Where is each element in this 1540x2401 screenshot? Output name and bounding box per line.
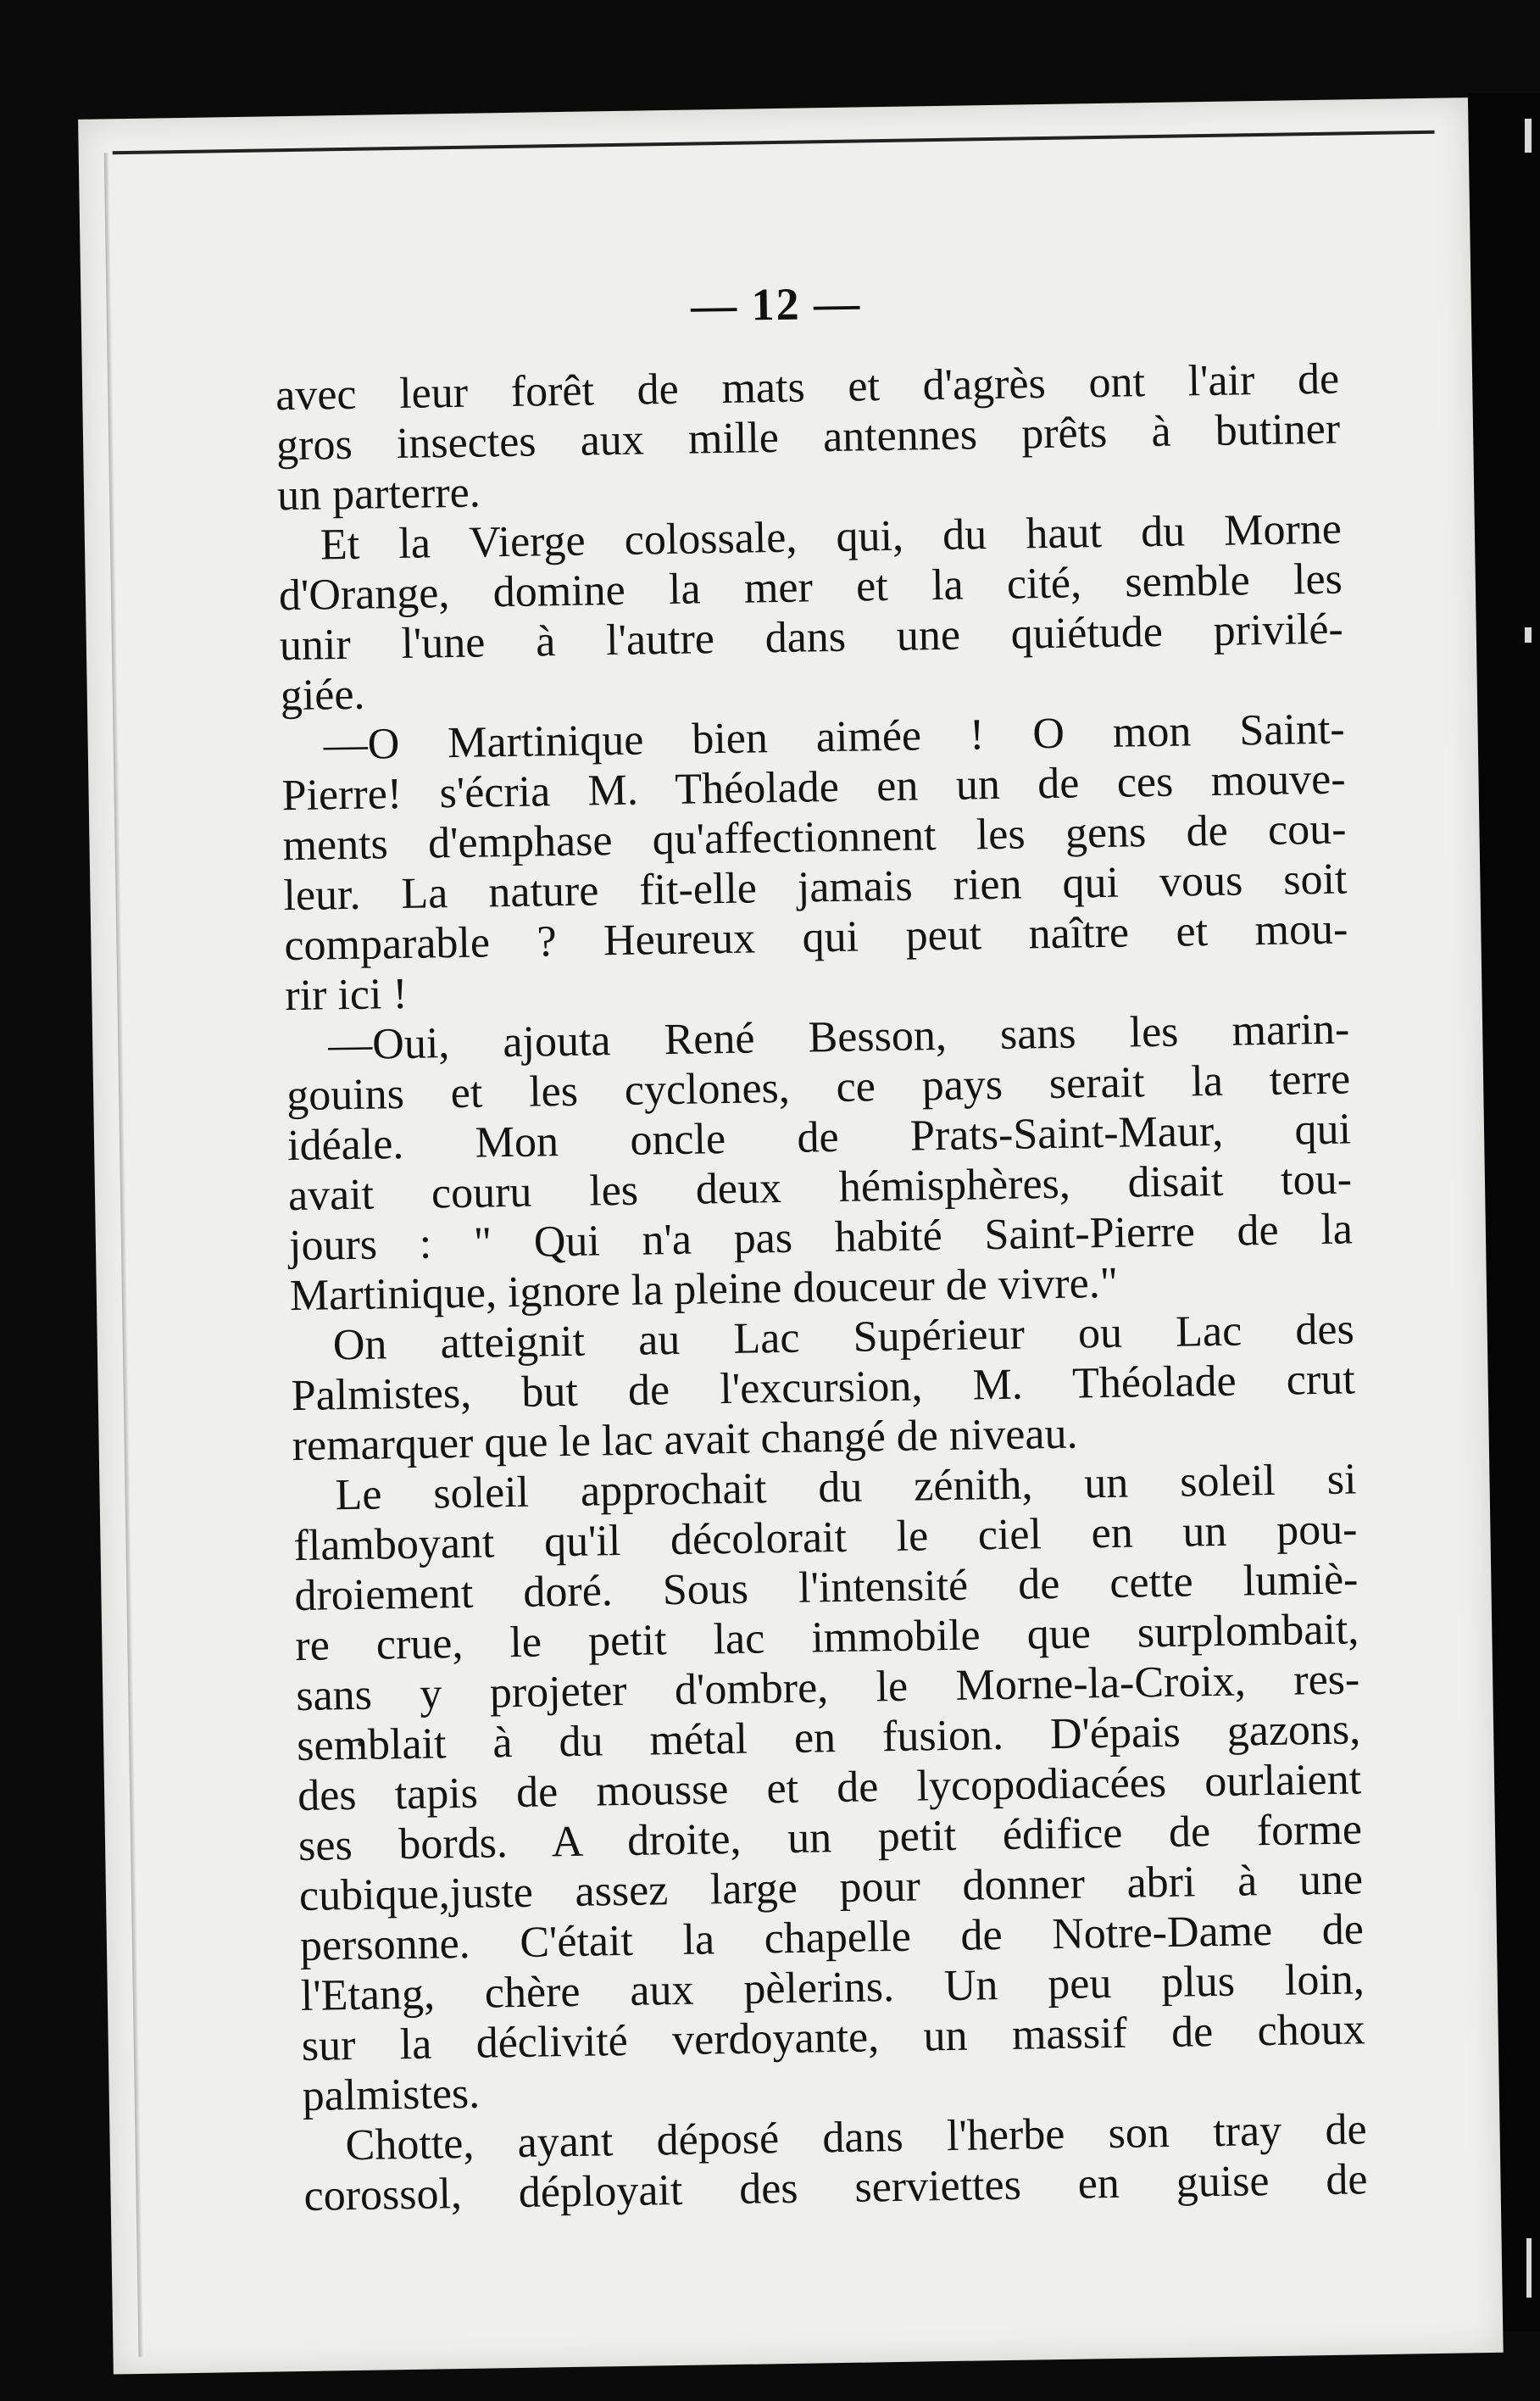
text-line: corossol, déployait des serviettes en guise de	[303, 2155, 1368, 2220]
text-line: des tapis de mousse et de lycopodiacées ourlaient	[297, 1755, 1362, 1821]
text-line: ses bords. A droite, un petit édifice de forme	[297, 1805, 1363, 1871]
page-edge-shadow	[104, 153, 144, 2357]
text-line: jours : " Qui n'a pas habité Saint-Pierre de la	[288, 1205, 1354, 1271]
text-line: rir ici !	[284, 969, 409, 1021]
text-line: idéale. Mon oncle de Prats-Saint-Maur, qui	[286, 1105, 1352, 1171]
text-line: Et la Vierge colossale, qui, du haut du Morne	[320, 504, 1343, 570]
text-line: flamboyant qu'il décolorait le ciel en un pou-	[293, 1505, 1358, 1571]
text-line: sans y projeter d'ombre, le Morne-la-Croix, res-	[295, 1655, 1360, 1721]
text-line: d'Orange, domine la mer et la cité, semble les	[278, 554, 1343, 621]
book-page	[78, 97, 1504, 2374]
text-line: gros insectes aux mille antennes prêts à butiner	[275, 404, 1341, 471]
text-line: semblait à du métal en fusion. D'épais gazons,	[296, 1705, 1361, 1771]
text-line: cubique,juste assez large pour donner abri à une	[298, 1855, 1364, 1921]
text-line: Martinique, ignore la pleine douceur de vivre."	[289, 1258, 1119, 1321]
body-text	[275, 354, 1368, 2221]
text-line: —O Martinique bien aimée ! O mon Saint-	[323, 705, 1346, 770]
text-line: comparable ? Heureux qui peut naître et mou-	[283, 905, 1348, 971]
text-line: —Oui, ajouta René Besson, sans les marin-	[327, 1005, 1350, 1070]
text-line: avait couru les deux hémisphères, disait tou-	[287, 1155, 1353, 1221]
text-line: unir l'une à l'autre dans une quiétude privilé-	[279, 604, 1344, 671]
text-line: leur. La nature fit-elle jamais rien qui vous soit	[283, 855, 1348, 921]
spine-mark	[1525, 627, 1532, 643]
spine-mark	[1526, 2238, 1532, 2298]
text-line: un parterre.	[276, 468, 481, 521]
text-line: giée.	[280, 670, 365, 721]
text-line: sur la déclivité verdoyante, un massif de choux	[301, 2005, 1366, 2071]
text-line: gouins et les cyclones, ce pays serait la terre	[286, 1055, 1351, 1121]
text-line: droiement doré. Sous l'intensité de cette lumiè-	[294, 1555, 1359, 1621]
text-line: Chotte, ayant déposé dans l'herbe son tray de	[345, 2105, 1367, 2170]
text-line: l'Etang, chère aux pèlerins. Un peu plus loin,	[300, 1955, 1365, 2021]
text-line: palmistes.	[302, 2069, 481, 2121]
text-line: Palmistes, but de l'excursion, M. Théolade crut	[291, 1355, 1356, 1421]
text-line: avec leur forêt de mats et d'agrès ont l'air de	[275, 354, 1340, 421]
text-line: ments d'emphase qu'affectionnent les gens de cou-	[282, 805, 1347, 871]
spine-mark	[1525, 119, 1532, 153]
text-line: personne. C'était la chapelle de Notre-Dame de	[299, 1905, 1365, 1971]
page-number: — 12 —	[690, 277, 862, 331]
text-line: re crue, le petit lac immobile que surplombait,	[294, 1605, 1359, 1671]
text-line: On atteignit au Lac Supérieur ou Lac des	[332, 1305, 1355, 1370]
text-line: Le soleil approchait du zénith, un soleil si	[335, 1455, 1357, 1520]
text-line: remarquer que le lac avait changé de niveau.	[292, 1409, 1078, 1471]
page-top-rule	[113, 131, 1435, 155]
text-line: Pierre! s'écria M. Théolade en un de ces mouve-	[281, 755, 1346, 821]
